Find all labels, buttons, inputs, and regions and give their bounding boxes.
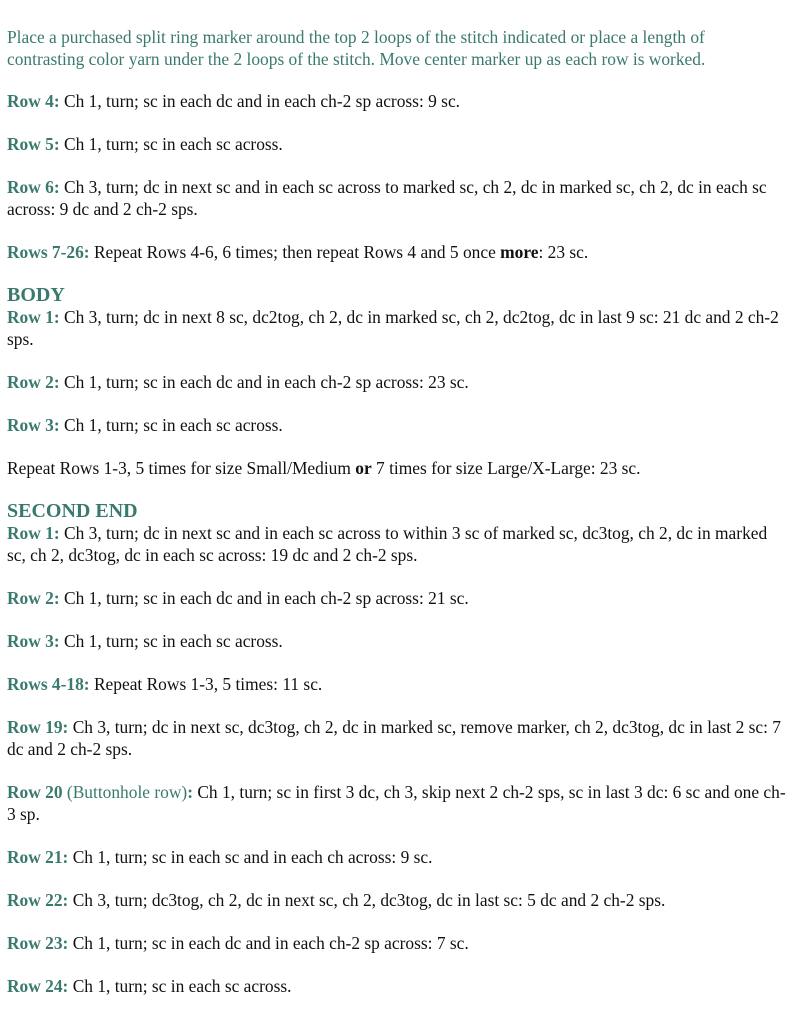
row-label: Row 1:: [7, 307, 60, 327]
body-repeat: [7, 457, 786, 479]
row-label: Row 21:: [7, 847, 69, 867]
row-label: Rows 4-18:: [7, 674, 90, 694]
row-text: Ch 1, turn; sc in each sc across.: [59, 631, 283, 651]
row-label: Row 23:: [7, 933, 69, 953]
emphasis: or: [355, 458, 372, 478]
row-text-end: : 23 sc.: [538, 242, 589, 262]
row-label: Row 22:: [7, 890, 69, 910]
row-text: Ch 1, turn; sc in each dc and in each ch-2 sp across: 9 sc.: [59, 91, 461, 111]
row-text: Ch 3, turn; dc3tog, ch 2, dc in next sc, ch 2, dc3tog, dc in last sc: 5 dc and 2 ch-2 sps.: [68, 890, 666, 910]
second-end-row-1: [7, 522, 786, 566]
row-5: [7, 133, 786, 155]
emphasis: more: [500, 242, 539, 262]
row-text: Ch 3, turn; dc in next 8 sc, dc2tog, ch 2, dc in marked sc, ch 2, dc2tog, dc in last 9 sc: 21 dc and 2 ch-2 sps.: [7, 307, 779, 349]
body-row-3: [7, 414, 786, 436]
row-text: Ch 3, turn; dc in next sc and in each sc across to within 3 sc of marked sc, dc3tog, ch 2, dc in marked sc, ch 2, dc3tog, dc in each sc across: 19 dc and 2 ch-2 sps.: [7, 523, 768, 565]
second-end-row-24: [7, 975, 786, 997]
body-row-2: [7, 371, 786, 393]
intro-note: Place a purchased split ring marker around the top 2 loops of the stitch indicated or place a length of contrasting color yarn under the 2 loops of the stitch. Move center marker up as each row is worked.: [7, 27, 706, 69]
second-end-row-22: [7, 889, 786, 911]
row-label: Row 6:: [7, 177, 60, 197]
row-text: Ch 1, turn; sc in each dc and in each ch-2 sp across: 23 sc.: [59, 372, 469, 392]
second-end-row-23: [7, 932, 786, 954]
row-note: (Buttonhole row): [62, 782, 188, 802]
row-label: Row 20: [7, 782, 63, 802]
row-label: Row 3:: [7, 415, 60, 435]
rows-7-26: [7, 241, 786, 263]
row-label: Row 24:: [7, 976, 69, 996]
row-4: [7, 90, 786, 112]
second-end-row-21: [7, 846, 786, 868]
row-label: Row 2:: [7, 372, 60, 392]
second-end-row-2: [7, 587, 786, 609]
row-colon: :: [187, 782, 193, 802]
row-text: Ch 3, turn; dc in next sc, dc3tog, ch 2, dc in marked sc, remove marker, ch 2, dc3tog, dc in last 2 sc: 7 dc and 2 ch-2 sps.: [7, 717, 781, 759]
row-text: Ch 1, turn; sc in each dc and in each ch-2 sp across: 21 sc.: [59, 588, 469, 608]
row-text: Ch 1, turn; sc in each sc across.: [68, 976, 292, 996]
section-heading-second-end: SECOND END: [7, 500, 138, 522]
row-text: Ch 1, turn; sc in each dc and in each ch-2 sp across: 7 sc.: [68, 933, 469, 953]
second-end-rows-4-18: [7, 673, 786, 695]
row-text: Ch 1, turn; sc in each sc across.: [59, 134, 283, 154]
row-text: Repeat Rows 1-3, 5 times: 11 sc.: [89, 674, 323, 694]
row-label: Row 2:: [7, 588, 60, 608]
row-label: Row 5:: [7, 134, 60, 154]
row-label: Row 19:: [7, 717, 69, 737]
repeat-text-end: 7 times for size Large/X-Large: 23 sc.: [371, 458, 641, 478]
second-end-row-19: [7, 716, 786, 760]
row-text: Repeat Rows 4-6, 6 times; then repeat Rows 4 and 5 once: [89, 242, 501, 262]
repeat-text: Repeat Rows 1-3, 5 times for size Small/Medium: [7, 458, 356, 478]
row-text: Ch 1, turn; sc in each sc and in each ch across: 9 sc.: [68, 847, 433, 867]
row-label: Row 1:: [7, 523, 60, 543]
row-6: [7, 176, 786, 220]
row-label: Row 3:: [7, 631, 60, 651]
second-end-row-3: [7, 630, 786, 652]
body-row-1: [7, 306, 786, 350]
row-label: Row 4:: [7, 91, 60, 111]
row-label: Rows 7-26:: [7, 242, 90, 262]
row-text: Ch 1, turn; sc in first 3 dc, ch 3, skip next 2 ch-2 sps, sc in last 3 dc: 6 sc and one ch-3 sp.: [7, 782, 786, 824]
row-text: Ch 1, turn; sc in each sc across.: [59, 415, 283, 435]
section-heading-body: BODY: [7, 284, 65, 306]
second-end-row-20: [7, 781, 786, 825]
row-text: Ch 3, turn; dc in next sc and in each sc across to marked sc, ch 2, dc in marked sc, ch 2, dc in each sc across: 9 dc and 2 ch-2 sps.: [7, 177, 767, 219]
